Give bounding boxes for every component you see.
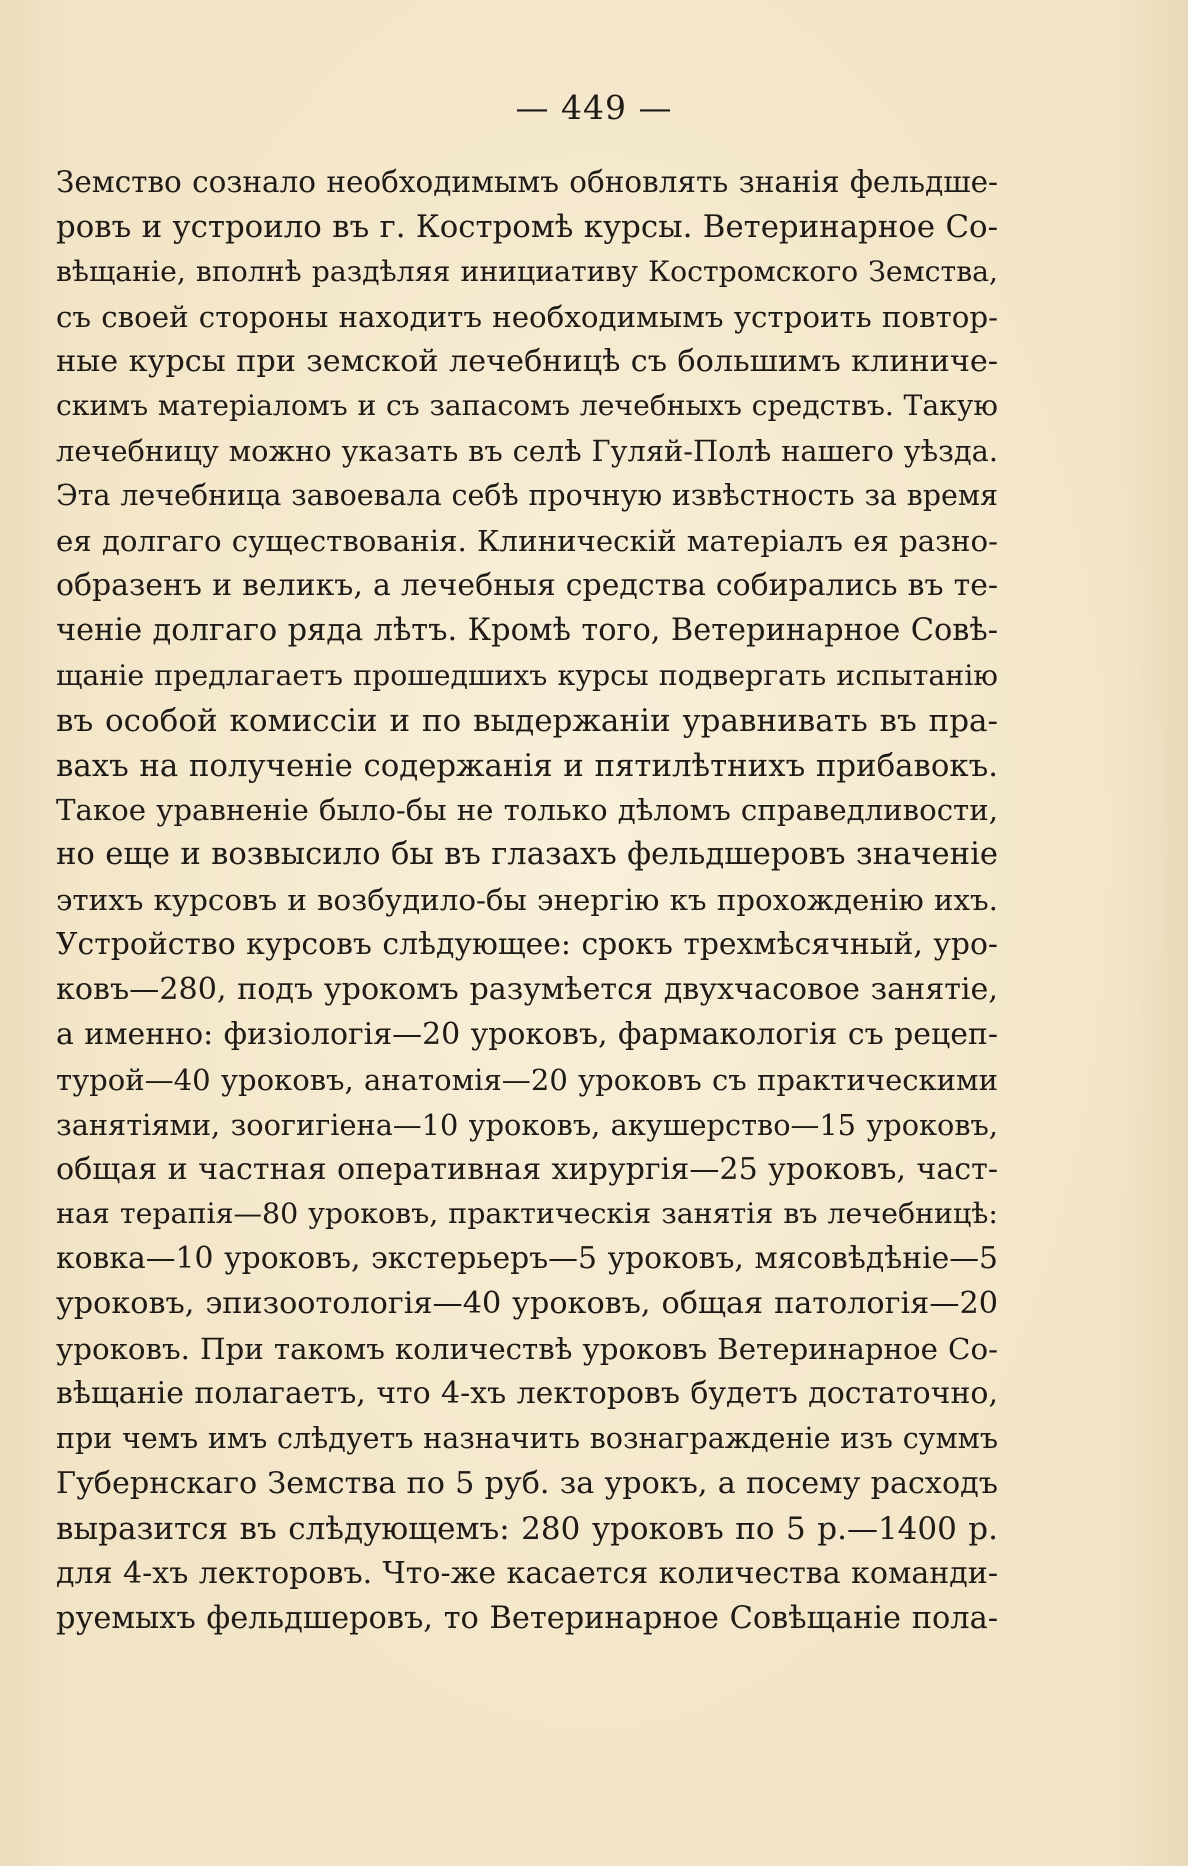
text-line: турой—40 уроковъ, анатомія—20 уроковъ съ практическими xyxy=(56,1062,998,1097)
text-line: для 4-хъ лекторовъ. Что-же касается количества команди- xyxy=(56,1555,998,1591)
text-line: ченіе долгаго ряда лѣтъ. Кромѣ того, Ветеринарное Совѣ- xyxy=(56,612,998,648)
page-number: — 449 — xyxy=(515,88,673,127)
text-line: вѣщаніе полагаетъ, что 4-хъ лекторовъ будетъ достаточно, xyxy=(56,1376,998,1412)
text-line: скимъ матеріаломъ и съ запасомъ лечебныхъ средствъ. Такую xyxy=(56,389,998,423)
text-line: вѣщаніе, вполнѣ раздѣляя инициативу Костромского Земства, xyxy=(56,254,998,288)
text-line: Устройство курсовъ слѣдующее: срокъ трехмѣсячный, уро- xyxy=(56,927,998,963)
text-line: Эта лечебница завоевала себѣ прочную извѣстность за время xyxy=(56,479,998,513)
text-line: этихъ курсовъ и возбудило-бы энергію къ прохожденію ихъ. xyxy=(56,883,998,918)
text-line: съ своей стороны находитъ необходимымъ устроить повтор- xyxy=(56,299,998,334)
text-line: ровъ и устроило въ г. Костромѣ курсы. Ветеринарное Со- xyxy=(56,208,998,245)
text-line: лечебницу можно указать въ селѣ Гуляй-Полѣ нашего уѣзда. xyxy=(56,434,998,469)
text-line: въ особой комиссіи и по выдержаніи уравнивать въ пра- xyxy=(56,702,998,739)
text-line: выразится въ слѣдующемъ: 280 уроковъ по 5 р.—1400 р. xyxy=(56,1510,998,1547)
text-line: но еще и возвысило бы въ глазахъ фельдшеровъ значеніе xyxy=(56,837,998,873)
text-line: руемыхъ фельдшеровъ, то Ветеринарное Совѣщаніе пола- xyxy=(56,1600,998,1636)
text-line: ковка—10 уроковъ, экстерьеръ—5 уроковъ, мясовѣдѣніе—5 xyxy=(56,1241,998,1277)
text-line: уроковъ. При такомъ количествѣ уроковъ Ветеринарное Со- xyxy=(56,1332,998,1367)
text-line: Такое уравненіе было-бы не только дѣломъ справедливости, xyxy=(56,793,998,828)
text-body xyxy=(56,160,998,1641)
text-line: ковъ—280, подъ урокомъ разумѣется двухчасовое занятіе, xyxy=(56,972,998,1008)
text-line: ные курсы при земской лечебницѣ съ большимъ клиниче- xyxy=(56,343,998,379)
text-line: Земство сознало необходимымъ обновлять знанія фельдше- xyxy=(56,165,998,199)
text-line: ная терапія—80 уроковъ, практическія занятія въ лечебницѣ: xyxy=(56,1197,998,1231)
text-line: вахъ на полученіе содержанія и пятилѣтнихъ прибавокъ. xyxy=(56,747,998,784)
text-line: уроковъ, эпизоотологія—40 уроковъ, общая патологія—20 xyxy=(56,1286,998,1322)
text-line: щаніе предлагаетъ прошедшихъ курсы подвергать испытанію xyxy=(56,658,998,692)
text-line: общая и частная оперативная хирургія—25 уроковъ, част- xyxy=(56,1151,998,1187)
text-line: ея долгаго существованія. Клиническій матеріалъ ея разно- xyxy=(56,524,998,559)
text-line: а именно: физіологія—20 уроковъ, фармакологія съ рецеп- xyxy=(56,1016,998,1052)
text-line: Губернскаго Земства по 5 руб. за урокъ, а посему расходъ xyxy=(56,1465,998,1501)
text-line: занятіями, зоогигіена—10 уроковъ, акушерство—15 уроковъ, xyxy=(56,1107,998,1142)
text-line: при чемъ имъ слѣдуетъ назначить вознагражденіе изъ суммъ xyxy=(56,1421,998,1455)
text-line: образенъ и великъ, а лечебныя средства собирались въ те- xyxy=(56,568,998,604)
